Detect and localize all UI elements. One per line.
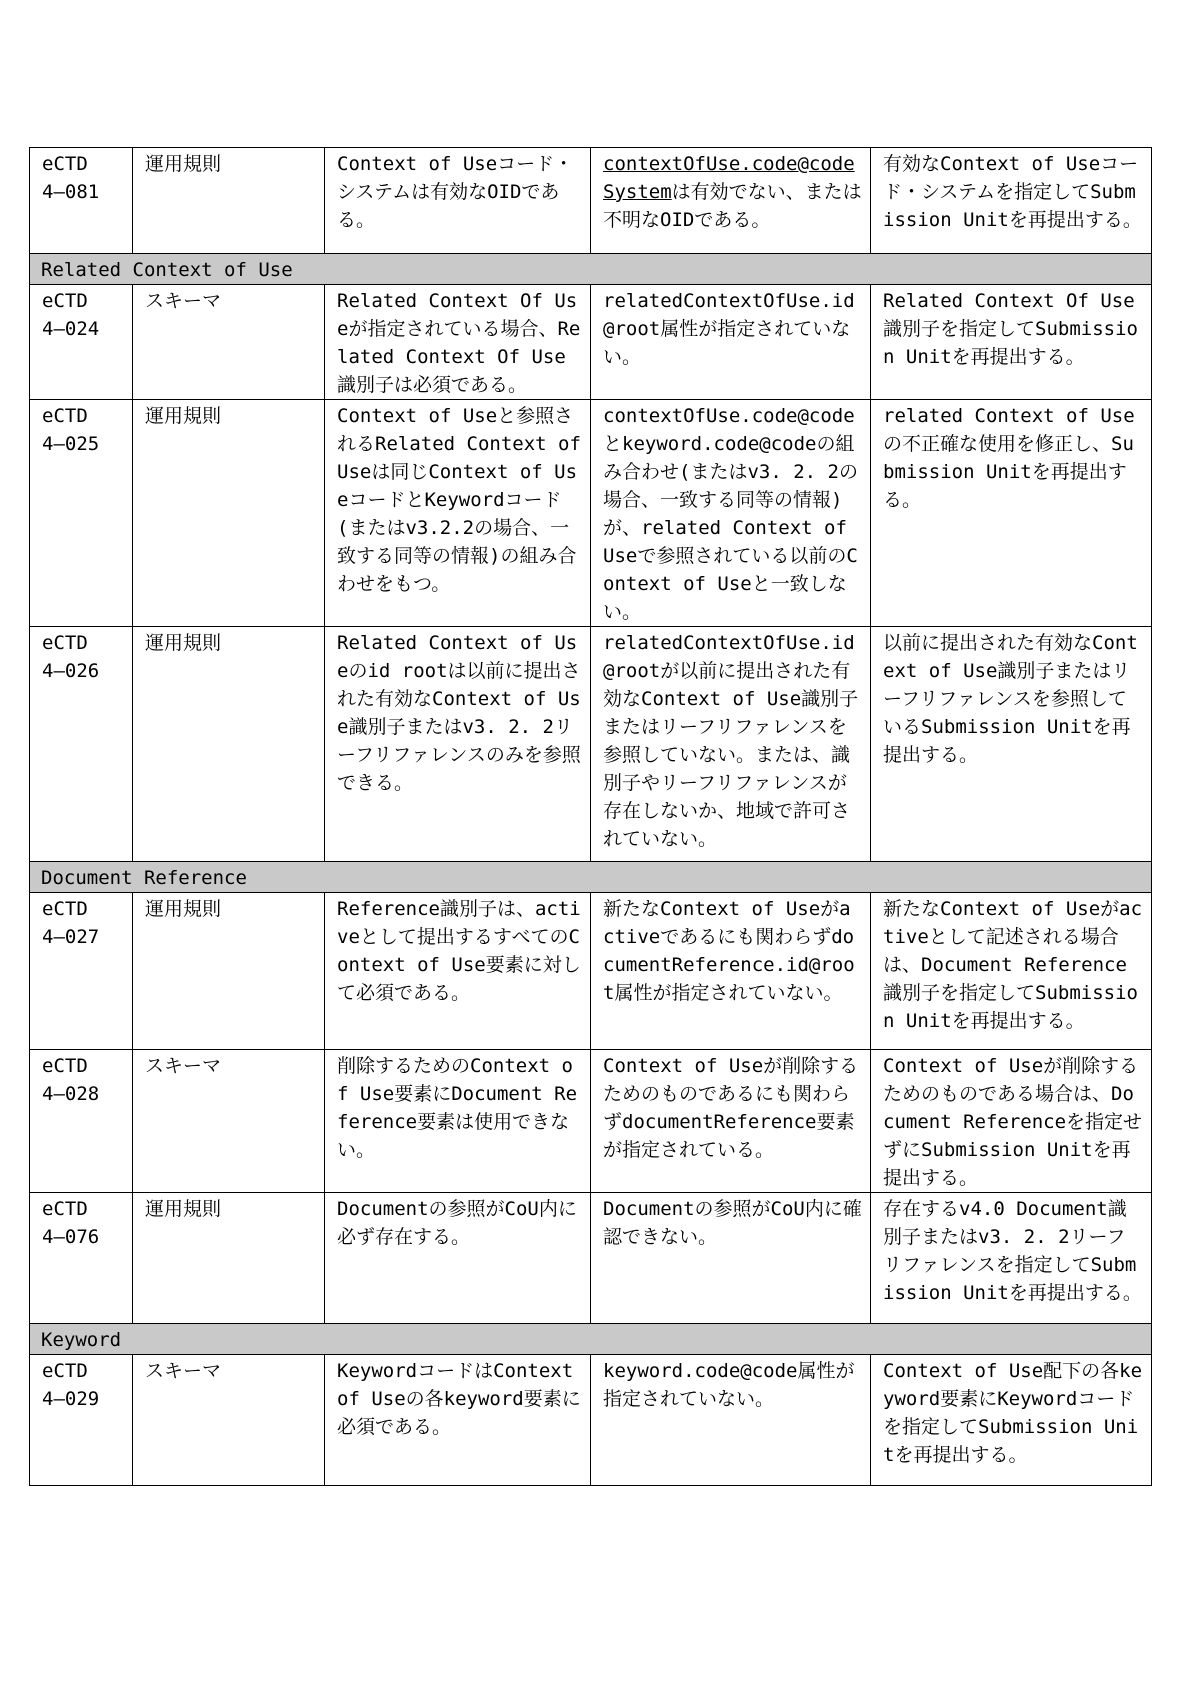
rule-id: eCTD 4—025 xyxy=(30,400,133,627)
rule-error: 新たなContext of Useがactiveであるにも関わらずdocumentReference.id@root属性が指定されていない。 xyxy=(591,893,871,1050)
underlined-attribute: contextOfUse.code@codeSystem xyxy=(603,153,855,203)
rule-action: 存在するv4.0 Document識別子またはv3. 2. 2リーフリファレンスを指定してSubmission Unitを再提出する。 xyxy=(871,1193,1152,1324)
rule-id: eCTD 4—026 xyxy=(30,627,133,862)
rule-condition: KeywordコードはContext of Useの各keyword要素に必須である。 xyxy=(325,1355,591,1486)
table-row xyxy=(30,1193,1152,1324)
rule-error: relatedContextOfUse.id@rootが以前に提出された有効なContext of Use識別子またはリーフリファレンスを参照していない。または、識別子やリーフリファレンスが存在しないか、地域で許可されていない。 xyxy=(591,627,871,862)
rule-action: Context of Useが削除するためのものである場合は、Document Referenceを指定せずにSubmission Unitを再提出する。 xyxy=(871,1050,1152,1193)
rule-error: contextOfUse.code@codeとkeyword.code@codeの組み合わせ(またはv3. 2. 2の場合、一致する同等の情報)が、related Context of Useで参照されている以前のContext of Useと一致しない。 xyxy=(591,400,871,627)
rule-id: eCTD 4—076 xyxy=(30,1193,133,1324)
rule-error: Context of Useが削除するためのものであるにも関わらずdocumentReference要素が指定されている。 xyxy=(591,1050,871,1193)
rule-error: Documentの参照がCoU内に確認できない。 xyxy=(591,1193,871,1324)
table-row xyxy=(30,1355,1152,1486)
section-title: Keyword xyxy=(30,1324,1152,1355)
rules-table-body xyxy=(30,148,1152,1486)
rule-condition: 削除するためのContext of Use要素にDocument Reference要素は使用できない。 xyxy=(325,1050,591,1193)
rule-condition: Related Context of Useのid rootは以前に提出された有効なContext of Use識別子またはv3. 2. 2リーフリファレンスのみを参照できる。 xyxy=(325,627,591,862)
table-row xyxy=(30,148,1152,254)
rule-condition: Reference識別子は、activeとして提出するすべてのContext of Use要素に対して必須である。 xyxy=(325,893,591,1050)
rule-category: 運用規則 xyxy=(133,627,325,862)
table-row xyxy=(30,893,1152,1050)
rule-action: 有効なContext of Useコード・システムを指定してSubmission Unitを再提出する。 xyxy=(871,148,1152,254)
section-title: Document Reference xyxy=(30,862,1152,893)
rule-category: スキーマ xyxy=(133,1050,325,1193)
rule-category: スキーマ xyxy=(133,1355,325,1486)
section-header-row xyxy=(30,862,1152,893)
rule-condition: Context of Useと参照されるRelated Context of Useは同じContext of UseコードとKeywordコード(またはv3.2.2の場合、一致する同等の情報)の組み合わせをもつ。 xyxy=(325,400,591,627)
rules-table xyxy=(29,147,1152,1486)
table-row xyxy=(30,400,1152,627)
rule-error: contextOfUse.code@codeSystemは有効でない、または不明なOIDである。 xyxy=(591,148,871,254)
section-header-row xyxy=(30,254,1152,285)
rule-id: eCTD 4—081 xyxy=(30,148,133,254)
rule-error: relatedContextOfUse.id@root属性が指定されていない。 xyxy=(591,285,871,400)
rule-id: eCTD 4—027 xyxy=(30,893,133,1050)
rule-category: スキーマ xyxy=(133,285,325,400)
rule-id: eCTD 4—024 xyxy=(30,285,133,400)
rule-action: Related Context Of Use識別子を指定してSubmission Unitを再提出する。 xyxy=(871,285,1152,400)
rule-action: related Context of Useの不正確な使用を修正し、Submission Unitを再提出する。 xyxy=(871,400,1152,627)
rule-category: 運用規則 xyxy=(133,148,325,254)
table-row xyxy=(30,285,1152,400)
rule-id: eCTD 4—028 xyxy=(30,1050,133,1193)
rule-condition: Related Context Of Useが指定されている場合、Related Context Of Use識別子は必須である。 xyxy=(325,285,591,400)
section-header-row xyxy=(30,1324,1152,1355)
rule-id: eCTD 4—029 xyxy=(30,1355,133,1486)
rule-condition: Documentの参照がCoU内に必ず存在する。 xyxy=(325,1193,591,1324)
rule-error: keyword.code@code属性が指定されていない。 xyxy=(591,1355,871,1486)
rule-category: 運用規則 xyxy=(133,400,325,627)
rule-category: 運用規則 xyxy=(133,893,325,1050)
rule-category: 運用規則 xyxy=(133,1193,325,1324)
table-row xyxy=(30,1050,1152,1193)
rule-action: 新たなContext of Useがactiveとして記述される場合は、Document Reference識別子を指定してSubmission Unitを再提出する。 xyxy=(871,893,1152,1050)
rule-condition: Context of Useコード・システムは有効なOIDである。 xyxy=(325,148,591,254)
rule-action: Context of Use配下の各keyword要素にKeywordコードを指定してSubmission Unitを再提出する。 xyxy=(871,1355,1152,1486)
table-row xyxy=(30,627,1152,862)
section-title: Related Context of Use xyxy=(30,254,1152,285)
rule-action: 以前に提出された有効なContext of Use識別子またはリーフリファレンスを参照しているSubmission Unitを再提出する。 xyxy=(871,627,1152,862)
